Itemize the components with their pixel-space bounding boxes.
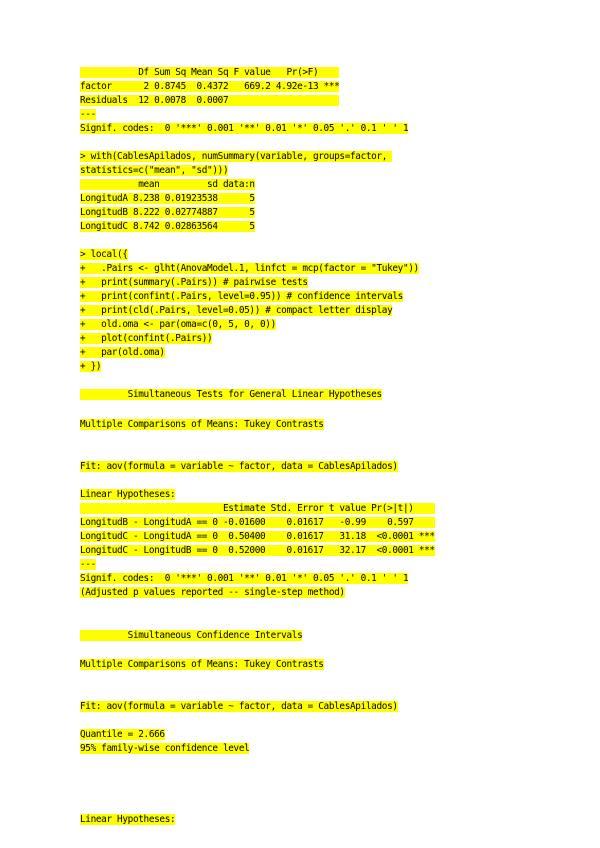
quantile-line: Quantile = 2.666 [80,729,165,740]
hypotheses-table-header: Estimate Std. Error t value Pr(>|t|) [80,503,435,514]
simultaneous-tests-title: Simultaneous Tests for General Linear Hypotheses [80,389,382,400]
summary-row-longitudb: LongitudB 8.222 0.02774887 5 [80,207,255,218]
signif-codes: Signif. codes: 0 '***' 0.001 '**' 0.01 '*' 0.05 '.' 0.1 ' ' 1 [80,573,409,584]
linear-hypotheses-heading: Linear Hypotheses: [80,814,176,825]
hypothesis-row-c-b: LongitudC - LongitudB == 0 0.52000 0.01617 32.17 <0.0001 *** [80,545,435,556]
summary-row-longitudc: LongitudC 8.742 0.02863564 5 [80,221,255,232]
multiple-comparisons-title: Multiple Comparisons of Means: Tukey Contrasts [80,659,324,670]
multiple-comparisons-title: Multiple Comparisons of Means: Tukey Contrasts [80,419,324,430]
command-local-start: > local({ [80,249,128,260]
anova-row-factor: factor 2 0.8745 0.4372 669.2 4.92e-13 *** [80,81,340,92]
summary-row-longituda: LongitudA 8.238 0.01923538 5 [80,193,255,204]
separator-line: --- [80,559,96,570]
fit-formula: Fit: aov(formula = variable ~ factor, data = CablesApilados) [80,461,398,472]
command-local-end: + }) [80,361,102,372]
summary-table-header: mean sd data:n [80,179,255,190]
separator-line: --- [80,109,96,120]
anova-row-residuals: Residuals 12 0.0078 0.0007 [80,95,340,106]
command-numsummary-cont: statistics=c("mean", "sd"))) [80,165,229,176]
command-par-oma: + old.oma <- par(oma=c(0, 5, 0, 0)) [80,319,276,330]
command-glht: + .Pairs <- glht(AnovaModel.1, linfct = mcp(factor = "Tukey")) [80,263,419,274]
signif-codes: Signif. codes: 0 '***' 0.001 '**' 0.01 '*' 0.05 '.' 0.1 ' ' 1 [80,123,409,134]
hypothesis-row-b-a: LongitudB - LongitudA == 0 -0.01600 0.01617 -0.99 0.597 [80,517,435,528]
command-print-cld: + print(cld(.Pairs, level=0.05)) # compact letter display [80,305,393,316]
linear-hypotheses-heading: Linear Hypotheses: [80,489,176,500]
hypothesis-row-c-a: LongitudC - LongitudA == 0 0.50400 0.01617 31.18 <0.0001 *** [80,531,435,542]
fit-formula: Fit: aov(formula = variable ~ factor, data = CablesApilados) [80,701,398,712]
command-plot-confint: + plot(confint(.Pairs)) [80,333,213,344]
command-print-summary: + print(summary(.Pairs)) # pairwise tests [80,277,308,288]
adjusted-p-note: (Adjusted p values reported -- single-step method) [80,587,345,598]
anova-table-header: Df Sum Sq Mean Sq F value Pr(>F) [80,67,340,78]
command-numsummary: > with(CablesApilados, numSummary(variable, groups=factor, [80,151,393,162]
command-par-restore: + par(old.oma) [80,347,165,358]
confidence-intervals-title: Simultaneous Confidence Intervals [80,630,303,641]
confidence-level-line: 95% family-wise confidence level [80,743,250,754]
command-print-confint: + print(confint(.Pairs, level=0.95)) # confidence intervals [80,291,403,302]
